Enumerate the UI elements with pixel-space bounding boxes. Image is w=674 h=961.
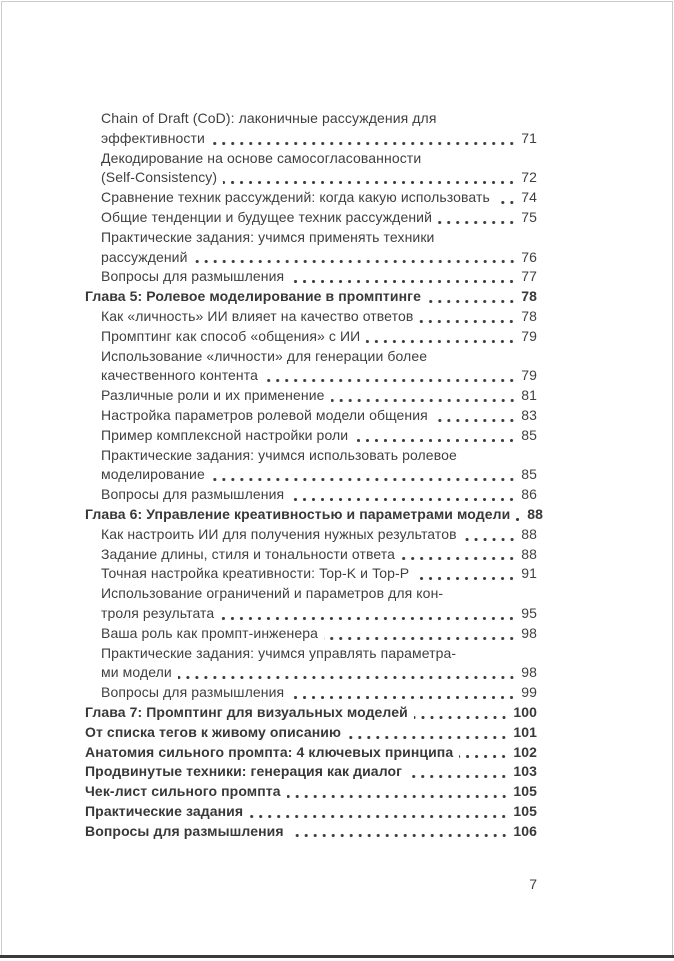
- toc-entry-text: Глава 6: Управление креативностью и параметрами модели: [85, 505, 511, 522]
- toc-entry: [85, 584, 537, 624]
- toc-page-number: 88: [521, 525, 537, 542]
- toc-page-number: 88: [527, 505, 544, 522]
- toc-entry-line: [85, 564, 537, 584]
- toc-page-number: 71: [521, 129, 537, 146]
- toc-page-number: 83: [521, 406, 537, 423]
- toc-entry: [85, 109, 537, 149]
- toc-page-number: 72: [521, 169, 537, 186]
- toc-entry-line: [85, 624, 537, 644]
- toc-entry-line: [85, 465, 537, 485]
- toc-entry-line: [85, 109, 537, 129]
- toc-entry-text: рассуждений: [101, 248, 188, 265]
- toc-entry-text: Декодирование на основе самосогласованности: [101, 149, 422, 166]
- dot-leader: [463, 525, 517, 545]
- toc-entry-line: [85, 644, 537, 664]
- dot-leader: [434, 406, 516, 426]
- dot-leader: [287, 782, 509, 802]
- toc-page-number: 78: [521, 307, 537, 324]
- toc-entry: [85, 802, 537, 822]
- toc-entry-line: [85, 287, 537, 307]
- toc-entry-line: [85, 129, 537, 149]
- toc-entry-text: Чек-лист сильного промпта: [85, 783, 281, 800]
- toc-entry-text: Глава 7: Промптинг для визуальных моделей: [85, 703, 408, 720]
- toc-entry-line: [85, 743, 537, 763]
- toc-page-number: 101: [513, 723, 537, 740]
- toc-entry-line: [85, 307, 537, 327]
- toc-entry-line: [85, 386, 537, 406]
- toc-entry: [85, 644, 537, 684]
- toc-entry: [85, 782, 537, 802]
- toc-page-number: 79: [521, 367, 537, 384]
- toc-page-number: 99: [521, 684, 537, 701]
- toc-page-number: 105: [513, 802, 537, 819]
- toc-entry: [85, 485, 537, 505]
- dot-leader: [211, 465, 516, 485]
- dot-leader: [401, 545, 516, 565]
- toc-entry: [85, 307, 537, 327]
- toc-page-number: 85: [521, 426, 537, 443]
- toc-page-number: 100: [513, 703, 537, 720]
- toc-entry: [85, 723, 537, 743]
- dot-leader: [290, 485, 516, 505]
- toc-entry-line: [85, 723, 537, 743]
- toc-entry-text: моделирование: [101, 466, 205, 483]
- toc-entry-line: [85, 683, 537, 703]
- toc-entry: [85, 287, 537, 307]
- toc-entry-text: Продвинутые техники: генерация как диалог: [85, 763, 403, 780]
- toc-entry-line: [85, 406, 537, 426]
- toc-entry-line: [85, 822, 537, 842]
- page-bottom-edge: [0, 955, 674, 958]
- toc-entry: [85, 347, 537, 387]
- toc-entry: [85, 327, 537, 347]
- toc-entry-line: [85, 149, 537, 169]
- toc-entry-line: [85, 347, 537, 367]
- toc-entry-line: [85, 267, 537, 287]
- toc-page-number: 98: [521, 624, 537, 641]
- toc-page-number: 105: [513, 783, 537, 800]
- dot-leader: [419, 307, 516, 327]
- toc-page-number: 76: [521, 248, 537, 265]
- toc-entry: [85, 426, 537, 446]
- toc-entry-text: троля результата: [101, 604, 215, 621]
- toc-entry-line: [85, 525, 537, 545]
- toc-entry-text: От списка тегов к живому описанию: [85, 723, 342, 740]
- dot-leader: [496, 188, 516, 208]
- table-of-contents: [85, 109, 544, 841]
- toc-entry-text: Общие тенденции и будущее техник рассуждений: [101, 208, 433, 225]
- toc-entry-line: [85, 802, 537, 822]
- toc-entry-text: Практические задания: учимся использовать ролевое: [101, 446, 457, 463]
- toc-entry: [85, 267, 537, 287]
- toc-entry-text: Как «личность» ИИ влияет на качество ответов: [101, 307, 414, 324]
- dot-leader: [459, 743, 508, 763]
- dot-leader: [331, 386, 517, 406]
- toc-entry: [85, 545, 537, 565]
- toc-entry-line: [85, 584, 537, 604]
- dot-leader: [290, 683, 516, 703]
- toc-entry-text: Chain of Draft (CoD): лаконичные рассуждения для: [101, 110, 437, 126]
- toc-entry-line: [85, 782, 537, 802]
- page-number: 7: [529, 876, 537, 892]
- toc-entry-text: Как настроить ИИ для получения нужных результатов: [101, 525, 457, 542]
- toc-entry: [85, 149, 537, 189]
- toc-entry-line: [85, 327, 537, 347]
- dot-leader: [415, 564, 516, 584]
- dot-leader: [211, 129, 516, 149]
- toc-entry-text: Вопросы для размышления: [101, 268, 285, 285]
- toc-entry-text: качественного контента: [101, 367, 259, 384]
- toc-entry-text: Ваша роль как промпт-инженера: [101, 624, 319, 641]
- toc-entry-text: Практические задания: учимся применять техники: [101, 228, 435, 245]
- toc-page-number: 85: [521, 466, 537, 483]
- toc-entry-text: Точная настройка креативности: Top-K и Top-P: [101, 565, 410, 582]
- toc-entry-line: [85, 663, 537, 683]
- toc-entry-line: [85, 545, 537, 565]
- toc-entry-line: [85, 228, 537, 248]
- toc-page-number: 103: [513, 763, 537, 780]
- toc-entry-line: [85, 505, 544, 525]
- toc-entry-line: [85, 426, 537, 446]
- dot-leader: [220, 604, 516, 624]
- toc-entry-text: Сравнение техник рассуждений: когда какую использовать: [101, 189, 490, 206]
- toc-entry: [85, 505, 544, 525]
- toc-entry-text: (Self-Consistency): [101, 169, 218, 186]
- toc-entry-text: Вопросы для размышления: [85, 822, 284, 839]
- dot-leader: [414, 703, 508, 723]
- dot-leader: [438, 208, 516, 228]
- toc-page-number: 75: [521, 208, 537, 225]
- dot-leader: [366, 327, 516, 347]
- toc-entry-line: [85, 188, 537, 208]
- toc-entry-line: [85, 168, 537, 188]
- dot-leader: [347, 723, 508, 743]
- toc-entry-text: Вопросы для размышления: [101, 684, 285, 701]
- toc-entry: [85, 446, 537, 486]
- toc-entry: [85, 762, 537, 782]
- toc-entry: [85, 703, 537, 723]
- toc-entry-line: [85, 366, 537, 386]
- toc-entry-line: [85, 248, 537, 268]
- toc-entry: [85, 188, 537, 208]
- toc-page-number: 106: [513, 822, 537, 839]
- dot-leader: [194, 248, 517, 268]
- toc-entry: [85, 525, 537, 545]
- toc-entry-text: Задание длины, стиля и тональности ответа: [101, 545, 396, 562]
- toc-entry-line: [85, 703, 537, 723]
- dot-leader: [290, 267, 516, 287]
- dot-leader: [223, 168, 516, 188]
- dot-leader: [178, 663, 516, 683]
- toc-page-number: 81: [521, 387, 537, 404]
- dot-leader: [264, 366, 516, 386]
- toc-entry-text: Пример комплексной настройки роли: [101, 426, 349, 443]
- toc-entry-line: [85, 446, 537, 466]
- toc-entry-text: Промптинг как способ «общения» с ИИ: [101, 327, 361, 344]
- toc-entry: [85, 228, 537, 268]
- dot-leader: [249, 802, 508, 822]
- toc-page-number: 88: [521, 545, 537, 562]
- toc-entry: [85, 406, 537, 426]
- toc-entry-text: Использование ограничений и параметров для кон-: [101, 585, 444, 602]
- toc-entry-text: эффективности: [101, 129, 205, 146]
- toc-page-number: 95: [521, 604, 537, 621]
- toc-entry: [85, 564, 537, 584]
- dot-leader: [408, 762, 508, 782]
- toc-entry-text: Практические задания: [85, 802, 244, 819]
- toc-page-number: 74: [521, 189, 537, 206]
- toc-entry-text: Анатомия сильного промпта: 4 ключевых принципа: [85, 743, 454, 760]
- toc-entry-line: [85, 762, 537, 782]
- dot-leader: [290, 822, 509, 842]
- toc-entry-text: Настройка параметров ролевой модели общения: [101, 406, 428, 423]
- toc-page-number: 98: [521, 664, 537, 681]
- toc-entry: [85, 386, 537, 406]
- toc-page-number: 79: [521, 327, 537, 344]
- toc-page-number: 86: [521, 486, 537, 503]
- toc-entry-text: Практические задания: учимся управлять параметра-: [101, 644, 457, 661]
- toc-page-number: 91: [521, 565, 537, 582]
- toc-page-number: 78: [521, 288, 537, 305]
- toc-entry: [85, 822, 537, 842]
- toc-entry-text: Использование «личности» для генерации более: [101, 347, 428, 364]
- toc-entry-text: Различные роли и их применение: [101, 387, 325, 404]
- toc-entry-line: [85, 485, 537, 505]
- toc-entry-text: Глава 5: Ролевое моделирование в промптинге: [85, 288, 421, 305]
- dot-leader: [427, 287, 516, 307]
- toc-entry: [85, 683, 537, 703]
- dot-leader: [324, 624, 516, 644]
- toc-entry-text: ми модели: [101, 664, 172, 681]
- toc-entry-line: [85, 604, 537, 624]
- toc-entry-line: [85, 208, 537, 228]
- toc-page-number: 77: [521, 268, 537, 285]
- toc-entry-text: Вопросы для размышления: [101, 486, 285, 503]
- toc-entry: [85, 743, 537, 763]
- toc-page-number: 102: [513, 743, 537, 760]
- toc-entry: [85, 208, 537, 228]
- dot-leader: [354, 426, 516, 446]
- dot-leader: [516, 505, 522, 525]
- toc-entry: [85, 624, 537, 644]
